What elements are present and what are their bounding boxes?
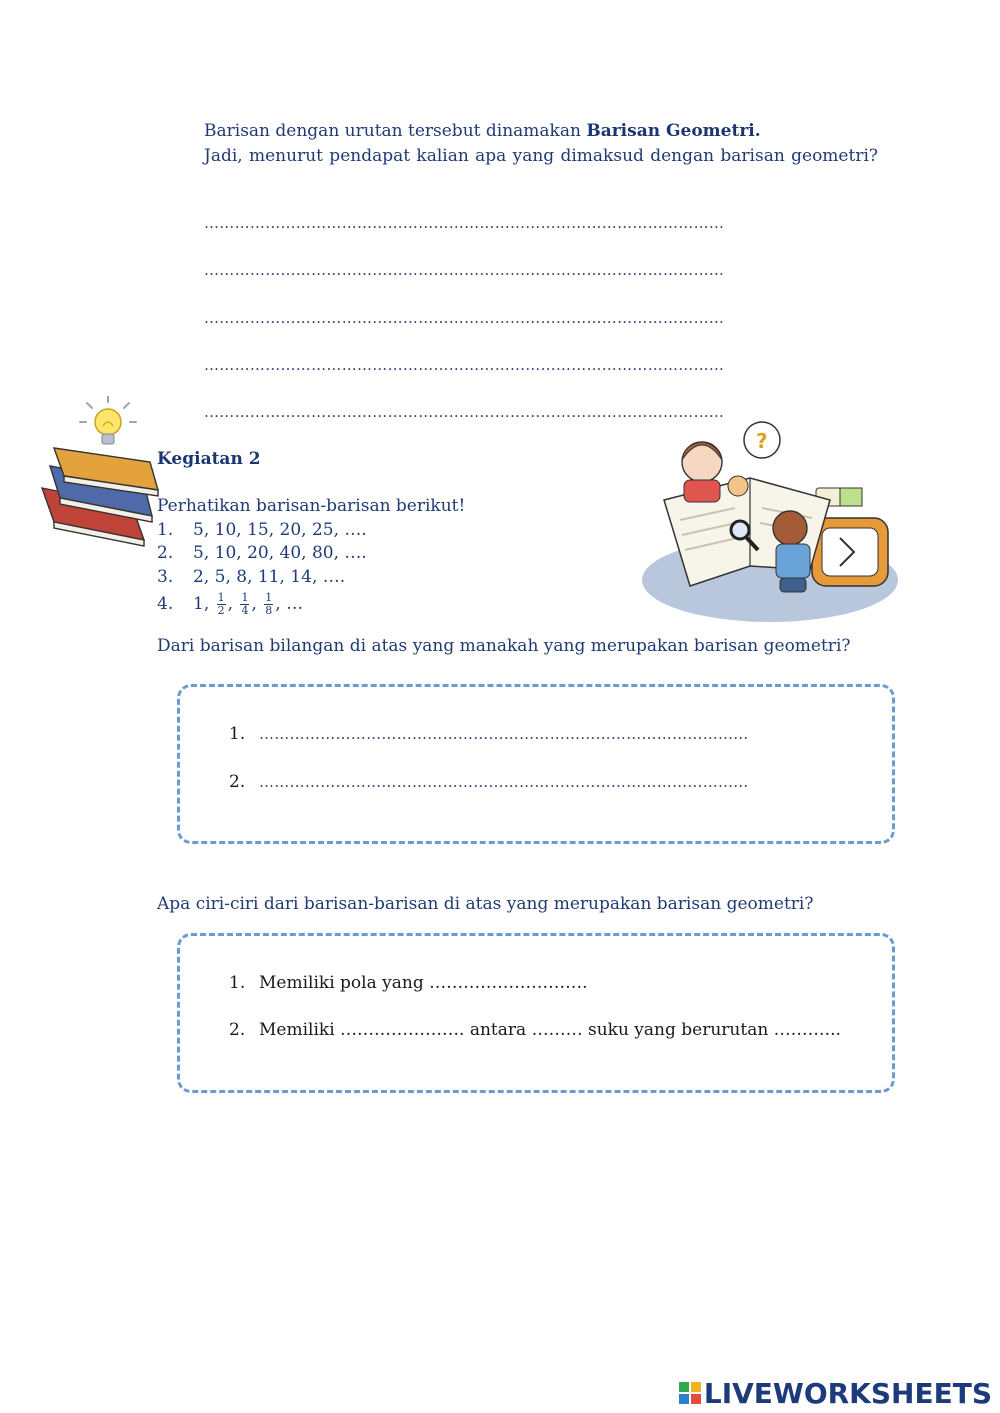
answer-2-input[interactable]: ……………………………………………………………………………………	[259, 773, 749, 791]
characteristic-1: 1. Memiliki pola yang ……………………….	[229, 973, 588, 993]
activity-title: Kegiatan 2	[157, 449, 261, 469]
fraction: $\frac{1}{2}$	[217, 591, 225, 617]
fraction: $\frac{1}{8}$	[265, 591, 273, 617]
svg-text:?: ?	[756, 429, 768, 453]
answer-box-1	[177, 684, 895, 844]
question-1: Dari barisan bilangan di atas yang manakah yang merupakan barisan geometri?	[157, 636, 851, 656]
answer-line[interactable]: …………………………………………………………………………………………	[204, 309, 725, 327]
fraction: $\frac{1}{4}$	[241, 591, 249, 617]
answer-1-label: 1.	[229, 724, 246, 744]
intro-question: Jadi, menurut pendapat kalian apa yang dimaksud dengan barisan geometri?	[204, 146, 878, 166]
list-item: 3. 2, 5, 8, 11, 14, ….	[157, 567, 346, 587]
answer-line[interactable]: …………………………………………………………………………………………	[204, 356, 725, 374]
intro-line-1: Barisan dengan urutan tersebut dinamakan Barisan Geometri.	[204, 121, 761, 141]
books-lightbulb-icon	[40, 396, 170, 548]
liveworksheets-logo: LIVEWORKSHEETS	[679, 1377, 992, 1410]
activity-instruction: Perhatikan barisan-barisan berikut!	[157, 496, 466, 516]
list-item: 2. 5, 10, 20, 40, 80, ….	[157, 543, 367, 563]
logo-grid-icon	[679, 1382, 701, 1404]
answer-line[interactable]: …………………………………………………………………………………………	[204, 261, 725, 279]
term-barisan-geometri: Barisan Geometri.	[586, 121, 761, 141]
answer-line[interactable]: …………………………………………………………………………………………	[204, 214, 725, 232]
answer-1-input[interactable]: ……………………………………………………………………………………	[259, 725, 749, 743]
kids-reading-book-icon	[640, 420, 900, 625]
list-item: 1. 5, 10, 15, 20, 25, ….	[157, 520, 367, 540]
answer-line[interactable]: …………………………………………………………………………………………	[204, 403, 725, 421]
characteristic-2: 2. Memiliki …………………. antara ……… suku yang berurutan ………...	[229, 1020, 841, 1040]
answer-2-label: 2.	[229, 772, 246, 792]
list-item: 4. 1, $\frac{1}{2}$ , $\frac{1}{4}$ , $\frac{1}{8}$ , …	[157, 591, 304, 617]
answer-box-2	[177, 933, 895, 1093]
question-2: Apa ciri-ciri dari barisan-barisan di atas yang merupakan barisan geometri?	[157, 894, 814, 914]
